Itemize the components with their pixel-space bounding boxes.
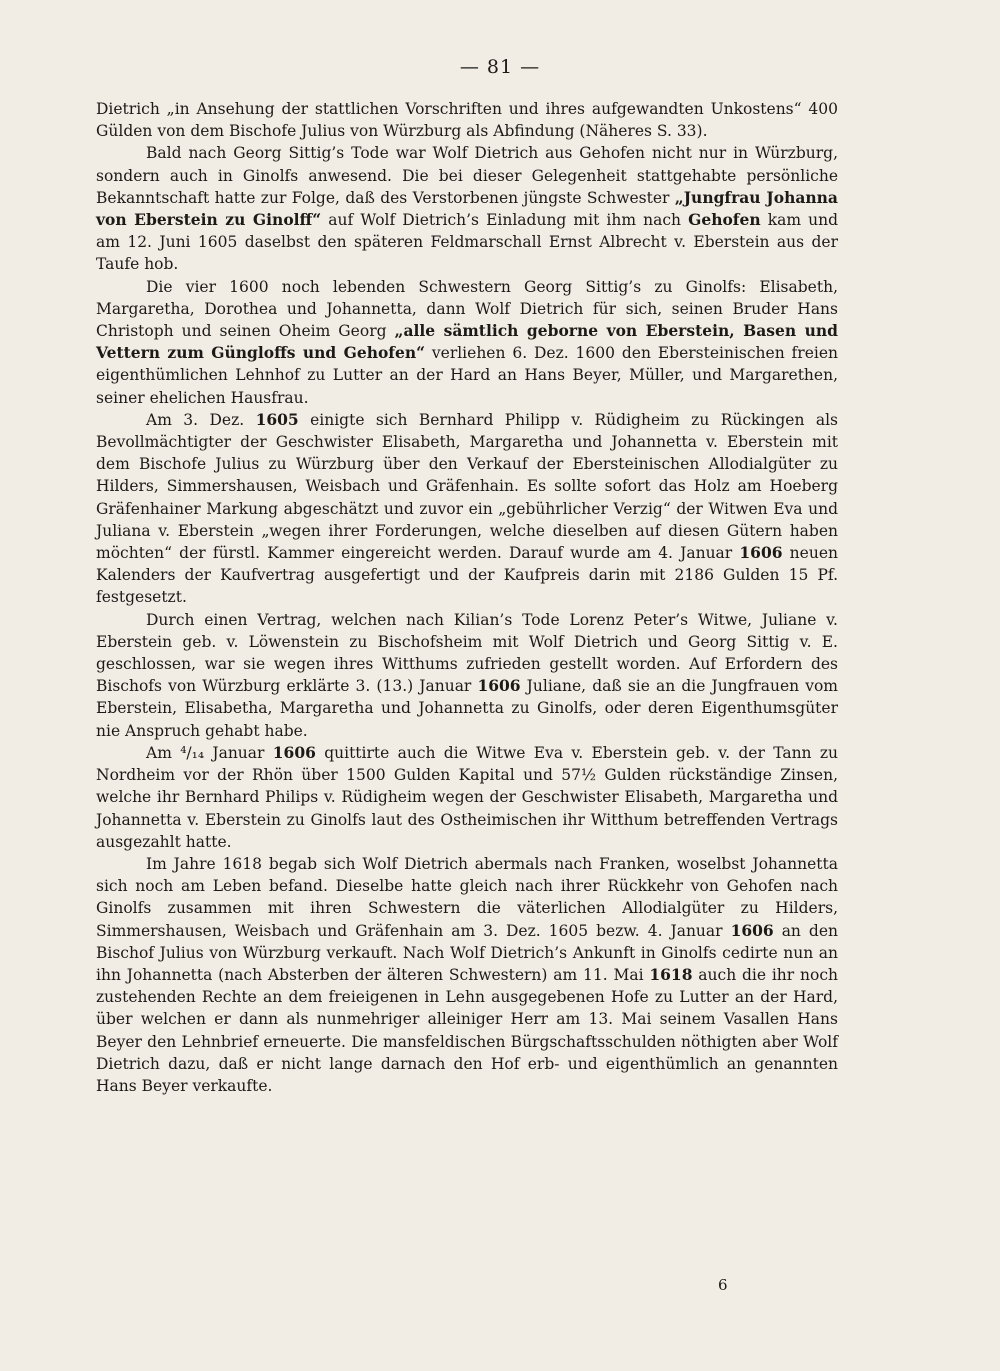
paragraph: [96, 409, 838, 609]
text-run: Die vier 1600 noch lebenden Schwestern Georg Sittig’s zu Ginolfs: Elisabeth, Margaretha, Dorothea und Johannetta, dann Wolf Dietrich für sich, seinen Bruder Hans Christoph und seinen Oheim Georg: [96, 277, 838, 341]
fraktur-emphasis: 1606: [272, 742, 316, 762]
paragraph: [96, 609, 838, 742]
fraktur-emphasis: 1605: [255, 409, 299, 429]
fraktur-emphasis: 1606: [730, 920, 774, 940]
paragraph: [96, 853, 838, 1097]
paragraph: [96, 276, 838, 409]
fraktur-emphasis: 1606: [739, 543, 783, 563]
text-run: auf Wolf Dietrich’s Einladung mit ihm nach: [321, 211, 689, 230]
fraktur-emphasis: 1606: [477, 676, 521, 696]
text-run: auch die ihr noch zustehenden Rechte an dem freieigenen in Lehn ausgegebenen Hofe zu Lutter an der Hard, über welchen er dann als nunmehriger alleiniger Herr am 13. Mai seinem Vasallen Hans Beyer den Lehnbrief erneuerte. Die mansfeldischen Bürgschaftsschulden nöthigten aber Wolf Dietrich dazu, daß er nicht lange darnach den Hof erb- und eigenthümlich an genannten Hans Beyer verkaufte.: [96, 965, 838, 1095]
signature-mark: 6: [718, 1276, 728, 1294]
fraktur-emphasis: „Jungfrau Johanna von Eberstein zu Ginolff“: [96, 187, 838, 230]
text-run: kam und am 12. Juni 1605 daselbst den späteren Feldmarschall Ernst Albrecht v. Eberstein aus der Taufe hob.: [96, 211, 838, 274]
text-run: Im Jahre 1618 begab sich Wolf Dietrich abermals nach Franken, woselbst Johannetta sich noch am Leben befand. Dieselbe hatte gleich nach ihrer Rückkehr von Gehofen nach Ginolfs zusammen mit ihren Schwestern die väterlichen Allodialgüter zu Hilders, Simmershausen, Weisbach und Gräfenhain am 3. Dez. 1605 bezw. 4. Januar: [96, 854, 838, 940]
text-run: einigte sich Bernhard Philipp v. Rüdigheim zu Rückingen als Bevollmächtigter der Geschwister Elisabeth, Margaretha und Johannetta v. Eberstein mit dem Bischofe Julius zu Würzburg über den Verkauf der Ebersteinischen Allodialgüter zu Hilders, Simmershausen, Weisbach und Gräfenhain. Es sollte sofort das Holz am Hoeberg Gräfenhainer Markung abgeschätzt und zuvor ein „gebührlicher Verzig“ der Witwen Eva und Juliana v. Eberstein „wegen ihrer Forderungen, welche dieselben auf diesen Gütern haben möchten“ der fürstl. Kammer eingereicht werden. Darauf wurde am 4. Januar: [96, 410, 839, 563]
paragraph: [96, 98, 838, 142]
text-run: Dietrich „in Ansehung der stattlichen Vorschriften und ihres aufgewandten Unkostens“ 400 Gülden von dem Bischofe Julius von Würzburg als Abfindung (Näheres S. 33).: [96, 100, 838, 141]
paragraph: [96, 742, 838, 853]
text-run: Bald nach Georg Sittig’s Tode war Wolf Dietrich aus Gehofen nicht nur in Würzburg, sondern auch in Ginolfs anwesend. Die bei dieser Gelegenheit stattgehabte persönliche Bekanntschaft hatte zur Folge, daß des Verstorbenen jüngste Schwester: [96, 144, 838, 207]
text-run: an den Bischof Julius von Würzburg verkauft. Nach Wolf Dietrich’s Ankunft in Ginolfs cedirte nun an ihn Johannetta (nach Absterben der älteren Schwestern) am 11. Mai: [96, 921, 838, 984]
page-number: — 81 —: [459, 56, 541, 78]
fraktur-emphasis: „alle sämtlich geborne von Eberstein, Basen und Vettern zum Güngloffs und Gehofen“: [96, 321, 838, 363]
text-run: verliehen 6. Dez. 1600 den Ebersteinischen freien eigenthümlichen Lehnhof zu Lutter an der Hard an Hans Beyer, Müller, und Margarethen, seiner ehelichen Hausfrau.: [96, 344, 838, 407]
paragraph: [96, 142, 838, 275]
body-text: [96, 98, 838, 1097]
text-run: Am ⁴/₁₄ Januar: [146, 743, 273, 762]
text-run: Am 3. Dez.: [146, 410, 256, 429]
text-run: Durch einen Vertrag, welchen nach Kilian’s Tode Lorenz Peter’s Witwe, Juliane v. Eberstein geb. v. Löwenstein zu Bischofsheim mit Wolf Dietrich und Georg Sittig v. E. geschlossen, war sie wegen ihres Witthums zufrieden gestellt worden. Auf Erfordern des Bischofs von Würzburg erklärte 3. (13.) Januar: [96, 610, 838, 696]
fraktur-emphasis: Gehofen: [688, 210, 761, 230]
text-run: neuen Kalenders der Kaufvertrag ausgefertigt und der Kaufpreis darin mit 2186 Gulden 15 Pf. festgesetzt.: [96, 544, 838, 607]
text-run: Juliane, daß sie an die Jungfrauen vom Eberstein, Elisabetha, Margaretha und Johannetta zu Ginolfs, oder deren Eigenthumsgüter nie Anspruch gehabt habe.: [96, 677, 838, 740]
text-run: quittirte auch die Witwe Eva v. Eberstein geb. v. der Tann zu Nordheim vor der Rhön über 1500 Gulden Kapital und 57½ Gulden rückständige Zinsen, welche ihr Bernhard Philips v. Rüdigheim wegen der Geschwister Elisabeth, Margaretha und Johannetta v. Eberstein zu Ginolfs laut des Ostheimischen ihr Witthum betreffenden Vertrags ausgezahlt hatte.: [96, 743, 838, 851]
fraktur-emphasis: 1618: [649, 964, 693, 984]
